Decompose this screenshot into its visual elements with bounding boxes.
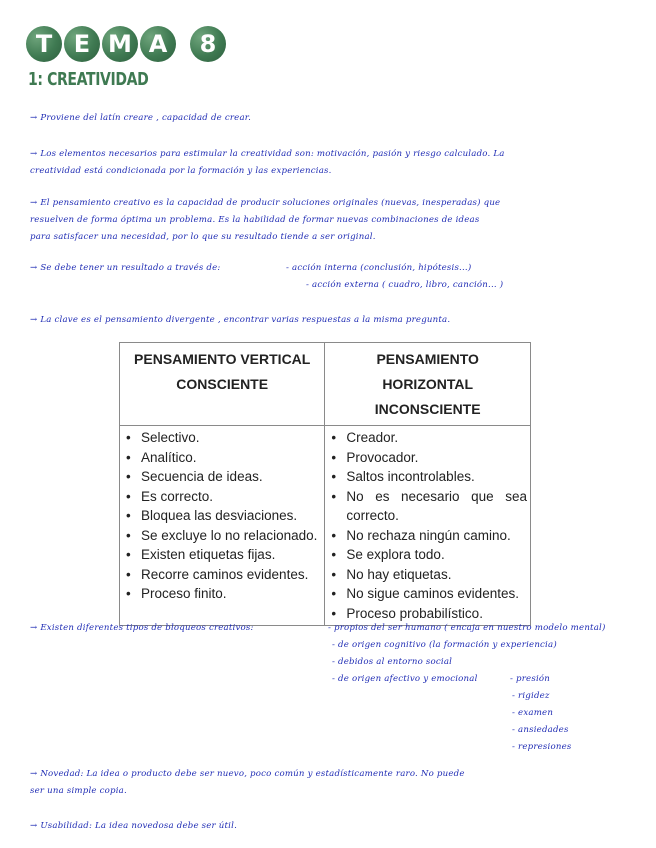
note-line: → Proviene del latín creare , capacidad de crear. xyxy=(30,113,252,123)
thinking-comparison-table xyxy=(119,342,531,626)
list-item: • Se explora todo. xyxy=(328,545,527,565)
horizontal-thinking-list xyxy=(328,428,527,623)
note-line: → Los elementos necesarios para estimular la creatividad son: motivación, pasión y riesgo calculado. La xyxy=(30,149,505,159)
note-sub-item: - acción interna (conclusión, hipótesis...) xyxy=(286,263,472,273)
note-usability xyxy=(30,818,237,835)
list-item: • Es correcto. xyxy=(123,487,321,507)
note-divergent xyxy=(30,312,450,329)
vertical-thinking-list xyxy=(123,428,321,604)
list-item: • Proceso finito. xyxy=(123,584,321,604)
header-line: INCONSCIENTE xyxy=(374,401,481,417)
header-line: PENSAMIENTO VERTICAL xyxy=(134,351,311,367)
note-line: creatividad está condicionada por la formación y las experiencias. xyxy=(30,166,332,176)
tema-letter-a: A xyxy=(140,26,176,62)
horizontal-thinking-header xyxy=(325,343,531,426)
note-line: → La clave es el pensamiento divergente , encontrar varias respuestas a la misma pregunta. xyxy=(30,315,451,325)
note-sub-item: - debidos al entorno social xyxy=(332,657,453,667)
list-item: • Existen etiquetas fijas. xyxy=(123,545,321,565)
note-line: → Se debe tener un resultado a través de: xyxy=(30,263,221,273)
note-sub-item: - represiones xyxy=(512,742,572,752)
list-item: • Saltos incontrolables. xyxy=(328,467,527,487)
list-item: • Selectivo. xyxy=(123,428,321,448)
list-item: • Provocador. xyxy=(328,448,527,468)
list-item: • No es necesario que sea correcto. xyxy=(328,487,527,526)
note-line: resuelven de forma óptima un problema. Es la habilidad de formar nuevas combinaciones de ideas xyxy=(30,215,480,225)
note-sub-item: - ansiedades xyxy=(512,725,569,735)
note-sub-item: - de origen afectivo y emocional xyxy=(332,674,478,684)
note-elements xyxy=(30,146,505,180)
list-item: • No rechaza ningún camino. xyxy=(328,526,527,546)
list-item: • No sigue caminos evidentes. xyxy=(328,584,527,604)
note-sub-item: - presión xyxy=(510,674,550,684)
note-sub-item: - propios del ser humano ( encaja en nuestro modelo mental) xyxy=(328,623,606,633)
note-result xyxy=(30,260,630,300)
note-line: → Novedad: La idea o producto debe ser nuevo, poco común y estadísticamente raro. No puede xyxy=(30,769,465,779)
note-creative-thinking xyxy=(30,195,500,246)
note-line: → Existen diferentes tipos de bloqueos creativos: xyxy=(30,623,254,633)
tema-letter-t: T xyxy=(26,26,62,62)
note-line: para satisfacer una necesidad, por lo que su resultado tiende a ser original. xyxy=(30,232,376,242)
header-line: PENSAMIENTO HORIZONTAL xyxy=(376,351,479,392)
tema-letter-e: E xyxy=(64,26,100,62)
list-item: • Proceso probabilístico. xyxy=(328,604,527,624)
list-item: • Secuencia de ideas. xyxy=(123,467,321,487)
vertical-thinking-header xyxy=(120,343,325,426)
vertical-thinking-list-cell xyxy=(120,426,325,626)
note-sub-item: - de origen cognitivo (la formación y experiencia) xyxy=(332,640,557,650)
list-item: • Bloquea las desviaciones. xyxy=(123,506,321,526)
list-item: • Creador. xyxy=(328,428,527,448)
tema-header xyxy=(26,24,228,64)
tema-number: 8 xyxy=(190,26,226,62)
list-item: • Se excluye lo no relacionado. xyxy=(123,526,321,546)
note-sub-item: - rigidez xyxy=(512,691,550,701)
note-sub-item: - acción externa ( cuadro, libro, canción... ) xyxy=(306,280,504,290)
header-line: CONSCIENTE xyxy=(176,376,269,392)
note-line: → El pensamiento creativo es la capacidad de producir soluciones originales (nuevas, inesperadas) que xyxy=(30,198,501,208)
horizontal-thinking-list-cell xyxy=(325,426,531,626)
table-body-row xyxy=(120,426,531,626)
list-item: • Analítico. xyxy=(123,448,321,468)
tema-letter-m: M xyxy=(102,26,138,62)
note-line: → Usabilidad: La idea novedosa debe ser útil. xyxy=(30,821,238,831)
note-origin xyxy=(30,110,251,127)
note-sub-item: - examen xyxy=(512,708,554,718)
note-line: ser una simple copia. xyxy=(30,786,127,796)
note-blocks xyxy=(30,620,650,750)
list-item: • Recorre caminos evidentes. xyxy=(123,565,321,585)
table-header-row xyxy=(120,343,531,426)
section-title: 1: CREATIVIDAD xyxy=(28,69,149,90)
list-item: • No hay etiquetas. xyxy=(328,565,527,585)
note-novelty xyxy=(30,766,465,800)
